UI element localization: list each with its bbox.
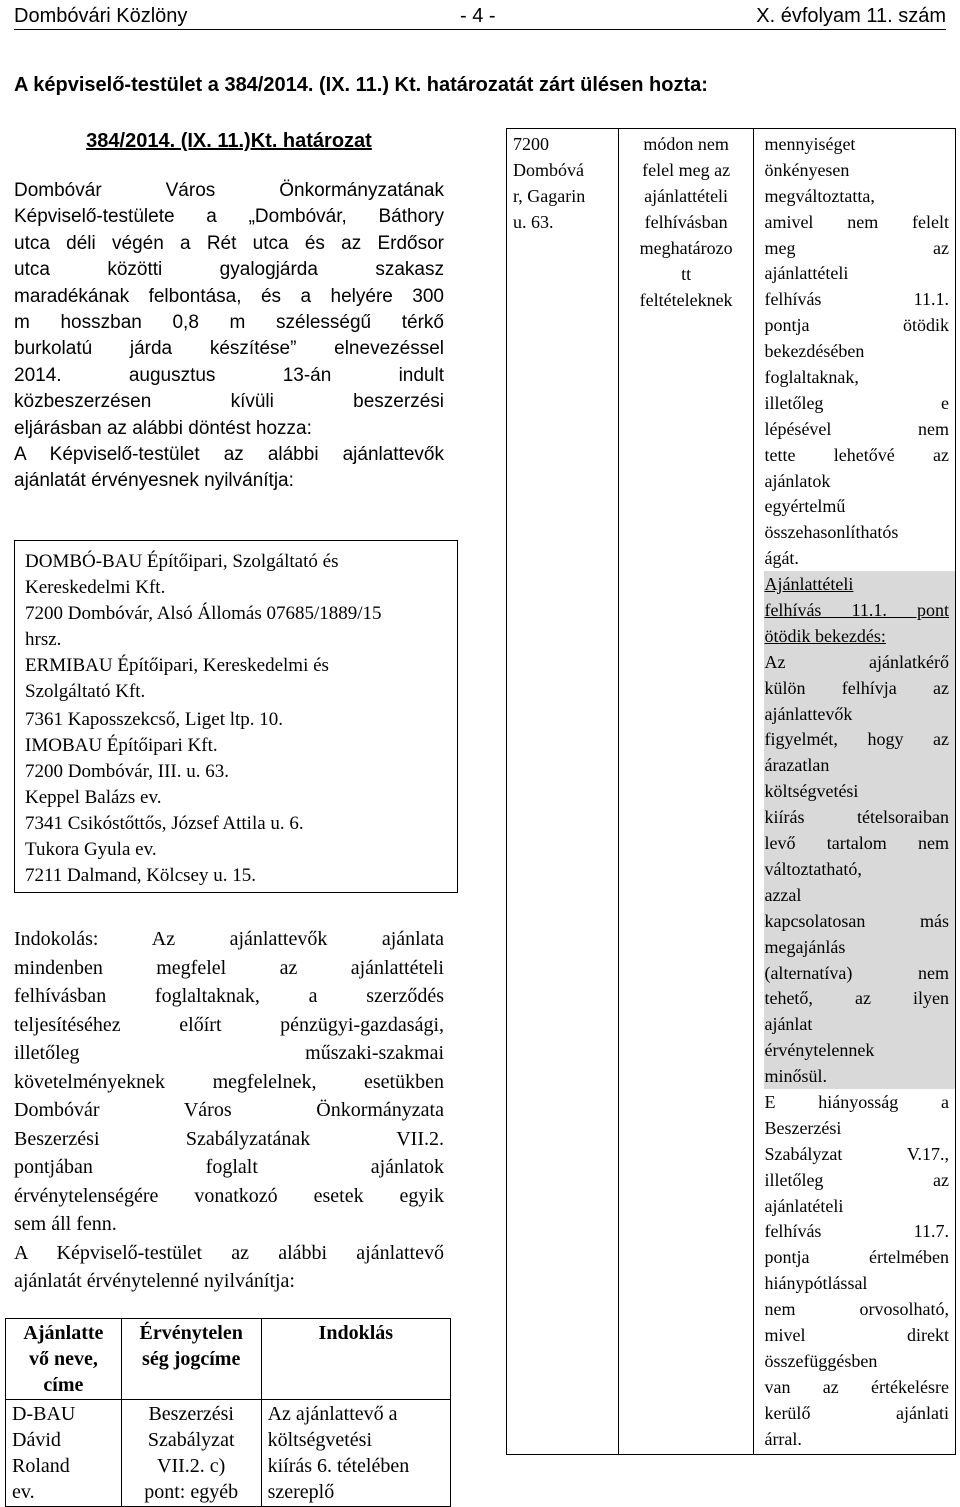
intro-heading: A képviselő-testület a 384/2014. (IX. 11.) Kt. határozatát zárt ülésen hozta: bbox=[14, 74, 708, 96]
cell-line: ajánlattételi bbox=[764, 263, 849, 284]
bidder-line: 7200 Dombóvár, III. u. 63. bbox=[25, 761, 229, 782]
cell-line: figyelmét, hogy az bbox=[764, 726, 955, 752]
bidder-line: Keppel Balázs ev. bbox=[25, 787, 162, 808]
volume-info: X. évfolyam 11. szám bbox=[756, 5, 946, 27]
column-header-bidder bbox=[6, 1319, 122, 1400]
cell-line: Beszerzési bbox=[764, 1117, 842, 1138]
bidder-line: 7211 Dalmand, Kölcsey u. 15. bbox=[25, 865, 256, 886]
cell-line: Az ajánlatkérő bbox=[764, 649, 955, 675]
cell-line: hiánypótlással bbox=[764, 1273, 868, 1294]
resolution-paragraph bbox=[14, 178, 444, 442]
cell-line: felel meg az bbox=[642, 160, 731, 180]
cell-line: kiírás 6. tételében bbox=[267, 1455, 410, 1477]
text-line: utca déli végén a Rét utca és az Erdősor bbox=[14, 232, 444, 254]
cell-line: árazatlan bbox=[764, 752, 955, 778]
text-line: A Képviselő-testület az alábbi ajánlattevők bbox=[14, 444, 444, 466]
cell-line: költségvetési bbox=[764, 778, 955, 804]
cell-line: Dombóvá bbox=[513, 160, 584, 180]
text-line: ajánlatát érvénytelenné nyilvánítja: bbox=[14, 1270, 295, 1292]
cell-line: Ajánlatte bbox=[23, 1322, 104, 1344]
text-line: Dombóvár Város Önkormányzatának bbox=[14, 180, 444, 201]
bidder-line: 7361 Kaposszekcső, Liget ltp. 10. bbox=[25, 709, 284, 730]
resolution-decision bbox=[14, 442, 444, 495]
cell-line: felhívás 11.1. pont bbox=[764, 597, 955, 623]
cell-line: megajánlás bbox=[764, 934, 955, 960]
text-line: eljárásban az alábbi döntést hozza: bbox=[14, 417, 312, 439]
cell-line: árral. bbox=[764, 1428, 802, 1449]
text-line: Képviselő-testülete a „Dombóvár, Báthory bbox=[14, 206, 444, 228]
cell-line: felhívásban bbox=[644, 212, 728, 232]
text-line: követelményeknek megfelelnek, esetükben bbox=[14, 1070, 444, 1093]
cell-line: tt bbox=[681, 264, 692, 284]
reason-cell bbox=[261, 1400, 450, 1507]
cell-line: u. 63. bbox=[513, 212, 554, 232]
address-cell bbox=[507, 129, 619, 1455]
cell-line: illetőleg az bbox=[764, 1169, 949, 1190]
text-line: érvénytelenségére vonatkozó esetek egyik bbox=[14, 1184, 444, 1207]
text-line: pontjában foglalt ajánlatok bbox=[14, 1156, 444, 1178]
cell-line: külön felhívja az bbox=[764, 675, 955, 701]
cell-line: egyértelmű bbox=[764, 496, 846, 517]
cell-line: nem orvosolható, bbox=[764, 1299, 949, 1320]
cell-line: mennyiséget bbox=[764, 134, 856, 154]
column-header-reason bbox=[261, 1319, 450, 1400]
text-line: mindenben megfelel az ajánlattételi bbox=[14, 956, 444, 979]
cell-line: levő tartalom nem bbox=[764, 830, 955, 856]
bidder-line: Tukora Gyula ev. bbox=[25, 839, 157, 860]
cell-line: tette lehetővé az bbox=[764, 444, 949, 465]
cell-line: Beszerzési bbox=[148, 1403, 234, 1425]
cell-line: Ajánlattételi bbox=[764, 571, 955, 597]
cell-line: ötödik bekezdés: bbox=[764, 623, 955, 649]
cell-line: minősül. bbox=[764, 1063, 955, 1089]
cell-line: Szabályzat bbox=[147, 1429, 235, 1451]
text-line: sem áll fenn. bbox=[14, 1213, 117, 1235]
cell-line: ajánlatok bbox=[764, 470, 831, 491]
bidder-line: IMOBAU Építőipari Kft. bbox=[25, 735, 218, 756]
cell-line: r, Gagarin bbox=[513, 186, 586, 206]
text-line: ajánlatát érvényesnek nyilvánítja: bbox=[14, 470, 294, 492]
text-line: utca közötti gyalogjárda szakasz bbox=[14, 259, 444, 281]
cell-line: feltételeknek bbox=[639, 290, 733, 310]
cell-line: meghatározo bbox=[639, 238, 733, 258]
cell-line: lépésével nem bbox=[764, 418, 949, 439]
ground-cell bbox=[618, 129, 754, 1455]
bidder-line: 7200 Dombóvár, Alsó Állomás 07685/1889/15 bbox=[25, 603, 382, 624]
text-line: közbeszerzésen kívüli beszerzési bbox=[14, 391, 444, 413]
reasoning-paragraph bbox=[14, 925, 444, 1296]
valid-bidders-box bbox=[14, 540, 458, 893]
cell-line: ajánlattételi bbox=[644, 186, 729, 206]
cell-line: módon nem bbox=[643, 134, 729, 154]
cell-line: mivel direkt bbox=[764, 1324, 949, 1345]
cell-line: azzal bbox=[764, 882, 955, 908]
cell-line: Dávid bbox=[12, 1429, 61, 1451]
cell-line: (alternatíva) nem bbox=[764, 960, 955, 986]
cell-line: Érvénytelen bbox=[139, 1322, 243, 1344]
cell-line: amivel nem felelt bbox=[764, 211, 949, 232]
cell-line: ajánlat bbox=[764, 1011, 955, 1037]
cell-line: önkényesen bbox=[764, 159, 850, 180]
cell-line: D-BAU bbox=[12, 1403, 76, 1425]
text-line: Indokolás: Az ajánlattevők ajánlata bbox=[14, 928, 444, 950]
cell-line: változtatható, bbox=[764, 856, 955, 882]
bidder-line: DOMBÓ-BAU Építőipari, Szolgáltató és bbox=[25, 551, 339, 572]
continuation-table bbox=[506, 128, 956, 1455]
cell-line: foglaltaknak, bbox=[764, 367, 859, 388]
cell-line: felhívás 11.7. bbox=[764, 1221, 949, 1242]
cell-line: címe bbox=[43, 1374, 84, 1396]
text-line: Beszerzési Szabályzatának VII.2. bbox=[14, 1127, 444, 1150]
cell-line: összefüggésben bbox=[764, 1350, 878, 1371]
bidder-line: hrsz. bbox=[25, 629, 62, 650]
cell-line: érvénytelennek bbox=[764, 1037, 955, 1063]
cell-line: ség jogcíme bbox=[142, 1348, 241, 1370]
cell-line: 7200 bbox=[513, 134, 549, 154]
bidder-line: Kereskedelmi Kft. bbox=[25, 577, 166, 598]
cell-line: meg az bbox=[764, 237, 949, 258]
page-header bbox=[14, 4, 946, 30]
cell-line: szereplő bbox=[267, 1481, 335, 1503]
cell-line: pontja ötödik bbox=[764, 315, 949, 336]
reason-cell bbox=[754, 129, 956, 1455]
cell-line: bekezdésében bbox=[764, 341, 865, 362]
cell-line: ajánlattevők bbox=[764, 701, 955, 727]
cell-line: Az ajánlattevő a bbox=[267, 1403, 398, 1425]
cell-line: van az értékelésre bbox=[764, 1376, 949, 1397]
invalid-bidder-table bbox=[5, 1318, 451, 1507]
text-line: 2014. augusztus 13-án indult bbox=[14, 364, 444, 386]
bidder-line: ERMIBAU Építőipari, Kereskedelmi és bbox=[25, 655, 329, 676]
text-line: Dombóvár Város Önkormányzata bbox=[14, 1099, 444, 1121]
text-line: maradékának felbontása, és a helyére 300 bbox=[14, 285, 444, 307]
bidder-cell bbox=[6, 1400, 122, 1507]
table-row bbox=[507, 129, 956, 1455]
cell-line: kapcsolatosan más bbox=[764, 908, 955, 934]
text-line: A Képviselő-testület az alábbi ajánlattevő bbox=[14, 1241, 444, 1264]
cell-line: pontja értelmében bbox=[764, 1247, 949, 1268]
cell-line: illetőleg e bbox=[764, 392, 949, 413]
cell-line: kerülő ajánlati bbox=[764, 1402, 949, 1423]
cell-line: vő neve, bbox=[28, 1348, 98, 1370]
cell-line: ev. bbox=[12, 1481, 35, 1503]
cell-line: pont: egyéb bbox=[144, 1481, 239, 1503]
cell-line: összehasonlíthatós bbox=[764, 522, 899, 543]
cell-line: ajánlatételi bbox=[764, 1195, 844, 1216]
cell-line: Indoklás bbox=[318, 1322, 394, 1344]
column-header-ground bbox=[121, 1319, 261, 1400]
cell-line: megváltoztatta, bbox=[764, 185, 875, 206]
bidder-line: Szolgáltató Kft. bbox=[25, 681, 146, 702]
cell-line: felhívás 11.1. bbox=[764, 289, 949, 310]
text-line: m hosszban 0,8 m szélességű térkő bbox=[14, 312, 444, 334]
resolution-section bbox=[14, 126, 444, 495]
cell-line: E hiányosság a bbox=[764, 1091, 949, 1112]
cell-line: költségvetési bbox=[267, 1429, 373, 1451]
text-line: felhívásban foglaltaknak, a szerződés bbox=[14, 985, 444, 1007]
cell-line: Roland bbox=[12, 1455, 70, 1477]
table-row bbox=[6, 1400, 451, 1507]
table-header-row bbox=[6, 1319, 451, 1400]
resolution-title: 384/2014. (IX. 11.)Kt. határozat bbox=[86, 130, 372, 152]
ground-cell bbox=[121, 1400, 261, 1507]
cell-line: kiírás tételsoraiban bbox=[764, 804, 955, 830]
cell-line: VII.2. c) bbox=[157, 1455, 226, 1477]
text-line: teljesítéséhez előírt pénzügyi-gazdasági, bbox=[14, 1013, 444, 1036]
cell-line: Szabályzat V.17., bbox=[764, 1143, 949, 1164]
publication-name: Dombóvári Közlöny bbox=[14, 5, 188, 27]
bidder-line: 7341 Csikóstőttős, József Attila u. 6. bbox=[25, 813, 304, 834]
page-number: - 4 - bbox=[460, 5, 496, 27]
text-line: illetőleg műszaki-szakmai bbox=[14, 1042, 444, 1064]
text-line: burkolatú járda készítése” elnevezéssel bbox=[14, 338, 444, 360]
cell-line: tehető, az ilyen bbox=[764, 985, 955, 1011]
cell-line: ágát. bbox=[764, 548, 799, 569]
